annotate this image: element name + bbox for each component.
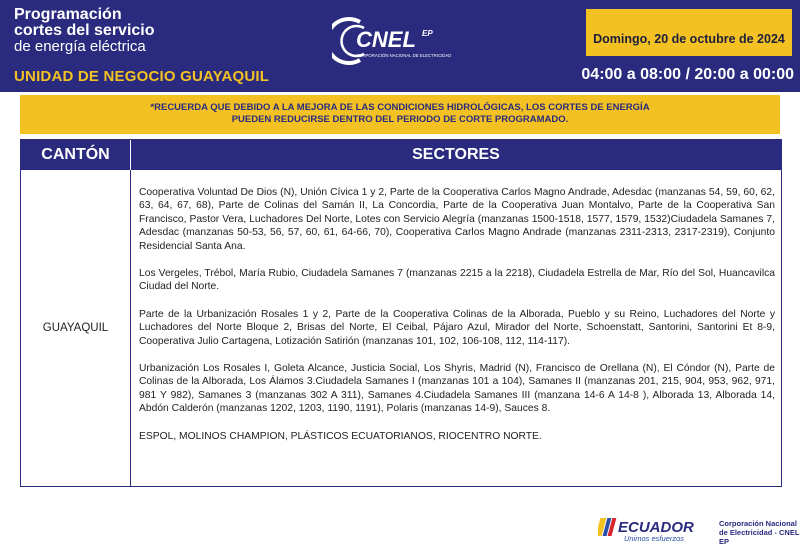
table-header [21, 140, 781, 170]
sector-group: Parte de la Urbanización Rosales 1 y 2, Parte de la Cooperativa Colinas de la Alborada, Pueblo y su Reino, Luchadores del Norte y Luchadores del Norte Bloque 2, Brisas del Norte, El Ceibal, Pájaro Azul, Mirador del Norte, Schoenstatt, Santorini, Santorini Et 8-9, Cooperativa Julio Cartagena, Lotización Satirión (manzanas 101, 102, 106-108, 112, 114-117). [139, 308, 775, 347]
ecuador-logo [598, 512, 718, 544]
table-row [21, 170, 781, 486]
header-banner [0, 0, 800, 92]
corporation-name [719, 519, 800, 546]
schedule-table [20, 139, 782, 487]
title-line-2: cortes del servicio [14, 22, 155, 39]
title-line-3: de energía eléctrica [14, 38, 146, 55]
column-header-canton: CANTÓN [21, 140, 131, 170]
sector-group: Los Vergeles, Trébol, María Rubio, Ciudadela Samanes 7 (manzanas 2215 a la 2218), Ciudadela Estrella de Mar, Río del Sol, Huancavilca Ciudad del Norte. [139, 268, 775, 293]
ecuador-slogan: Unimos esfuerzos [624, 534, 685, 543]
column-header-sectores: SECTORES [412, 146, 500, 163]
logo-suffix: EP [422, 29, 433, 38]
logo-subtitle: CORPORACIÓN NACIONAL DE ELECTRICIDAD [356, 53, 452, 58]
sectores-cell [131, 170, 781, 486]
ecuador-text: ECUADOR [618, 519, 694, 536]
canton-name: GUAYAQUIL [42, 322, 109, 334]
canton-cell [21, 170, 131, 486]
date-badge [586, 9, 792, 56]
header-title [14, 7, 155, 55]
sector-group: Cooperativa Voluntad De Dios (N), Unión Cívica 1 y 2, Parte de la Cooperativa Carlos Magno Andrade, Adesdac (manzanas 54, 59, 60, 62, 63, 64, 67, 68), Parte de Colinas del Samán II, La Concordia, Parte de la Cooperativa Juan Montalvo, Parte de la Cooperativa San Francisco, Pastor Vera, Luchadores Del Norte, Lotes con Servicio Alegría (manzanas 1500-1518, 1577, 1579, 1532)Ciudadela Samanes 7, Adesdac (manzanas 50-53, 56, 57, 60, 61, 64-66, 70), Cooperativa Carlos Magno Andrade (manzanas 2311-2313, 2317-2319), Conjunto Residencial Santa Ana. [139, 187, 775, 252]
business-unit: UNIDAD DE NEGOCIO GUAYAQUIL [14, 68, 270, 85]
notice-line-2: PUEDEN REDUCIRSE DENTRO DEL PERIODO DE CORTE PROGRAMADO. [231, 114, 569, 125]
cnel-logo [332, 14, 472, 66]
corporation-line-1: Corporación Nacional [719, 519, 797, 528]
logo-text: CNEL [356, 27, 416, 52]
notice-line-1: *RECUERDA QUE DEBIDO A LA MEJORA DE LAS CONDICIONES HIDROLÓGICAS, LOS CORTES DE ENERGÍA [150, 102, 650, 113]
schedule-date: Domingo, 20 de octubre de 2024 [593, 32, 785, 46]
corporation-line-2: de Electricidad - CNEL EP [719, 528, 800, 546]
sector-group: Urbanización Los Rosales I, Goleta Alcance, Justicia Social, Los Shyris, Madrid (N), Francisco de Orellana (N), El Cóndor (N), Parte de Colinas de la Alborada, Los Álamos 3.Ciudadela Samanes I (manzanas 101 a 104), Samanes II (manzanas 201, 215, 904, 953, 962, 971, 981 Y 982), Samanes 3 (manzanas 302 A 311), Samanes 4.Ciudadela Samanes III (manzana 14-6 A 14-8 ), Alborada 13, Alborada 14, Abdón Calderón (manzanas 1202, 1203, 1190, 1191), Polaris (manzanas 14-9), Sauces 8. [139, 363, 775, 415]
title-line-1: Programación [14, 6, 122, 23]
notice-banner [20, 95, 780, 134]
schedule-hours: 04:00 a 08:00 / 20:00 a 00:00 [581, 66, 794, 83]
sector-group: ESPOL, MOLINOS CHAMPION, PLÁSTICOS ECUATORIANOS, RIOCENTRO NORTE. [139, 430, 542, 442]
